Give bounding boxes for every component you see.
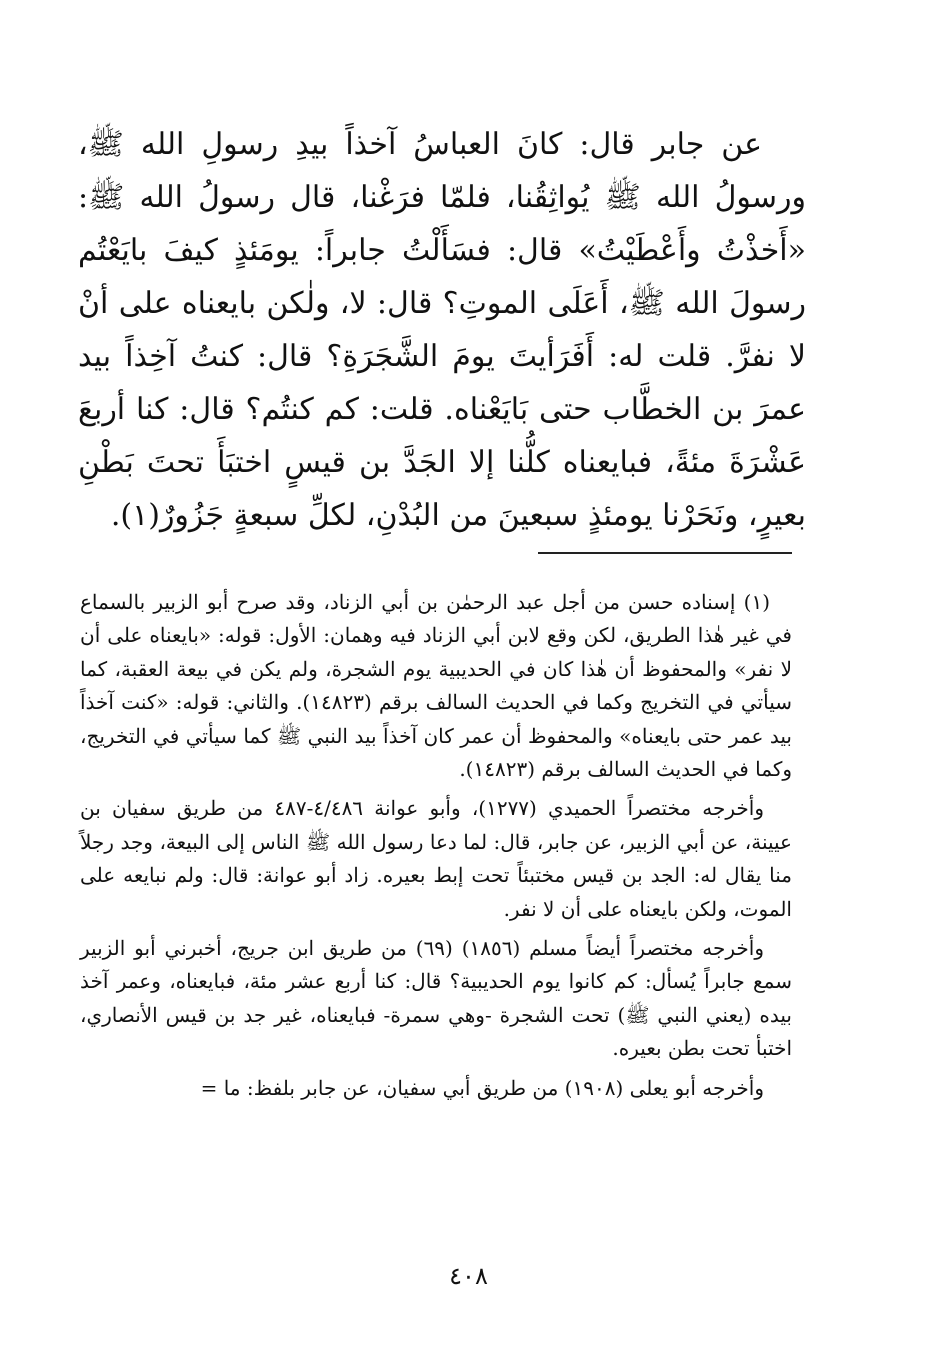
footnote-paragraph-3: وأخرجه مختصراً أيضاً مسلم (١٨٥٦) (٦٩) من طريق ابن جريج، أخبرني أبو الزبير سمع جابراً يُسأل: كم كانوا يوم الحديبية؟ قال: كنا أربع عشر مئة، فبايعناه، وعمر آخذ بيده (يعني النبي ﷺ) تحت الشجرة -وهي سمرة- فبايعناه، غير جد بن قيس الأنصاري، اختبأ تحت بطن بعيره. (80, 936, 792, 1061)
page-number: ٤٠٨ (449, 1262, 488, 1290)
footnote-paragraph-4: وأخرجه أبو يعلى (١٩٠٨) من طريق أبي سفيان، عن جابر بلفظ: ما = (200, 1075, 764, 1100)
footnote-paragraph-2: وأخرجه مختصراً الحميدي (١٢٧٧)، وأبو عوانة ٤/٤٨٦-٤٨٧ من طريق سفيان بن عيينة، عن أبي الزبير، عن جابر، قال: لما دعا رسول الله ﷺ الناس إلى البيعة، وجد رجلاً منا يقال له: الجد بن قيس مختبئاً تحت إبط بعيره. زاد أبو عوانة: قال: ولم نبايعه على الموت، ولكن بايعناه على أن لا نفر. (80, 796, 792, 921)
main-text-block (78, 118, 806, 542)
hadith-paragraph: عن جابر قال: كانَ العباسُ آخذاً بيدِ رسولِ الله ﷺ، ورسولُ الله ﷺ يُواثِقُنا، فلمّا فرَغْنا، قال رسولُ الله ﷺ: «أَخذْتُ وأَعْطَيْتُ» قال: فسَأَلْتُ جابراً: يومَئذٍ كيفَ بايَعْتُم رسولَ الله ﷺ، أَعَلَى الموتِ؟ قال: لا، ولٰكن بايعناه على أنْ لا نفرَّ. قلت له: أَفَرَأيتَ يومَ الشَّجَرَةِ؟ قال: كنتُ آخِذاً بيد عمرَ بن الخطَّاب حتى بَايَعْناه. قلت: كم كنتُم؟ قال: كنا أربعَ عَشْرَةَ مئةً، فبايعناه كلُّنا إلا الجَدَّ بن قيسٍ اختبَأَ تحتَ بَطْنِ بعيرٍ، ونَحَرْنا يومئذٍ سبعينَ من البُدْنِ، لكلِّ سبعةٍ جَزُورٌ(١). (78, 127, 806, 533)
footnote-separator (538, 552, 792, 554)
footnotes-block (80, 586, 792, 1111)
footnote-1: (١) إسناده حسن من أجل عبد الرحمٰن بن أبي الزناد، وقد صرح أبو الزبير بالسماع في غير هٰذا الطريق، لكن وقع لابن أبي الزناد فيه وهمان: الأول: قوله: «بايعناه على أن لا نفر» والمحفوظ أن هٰذا كان في الحديبية يوم الشجرة، ولم يكن في بيعة العقبة، كما سيأتي في التخريج وكما في الحديث السالف برقم (١٤٨٢٣). والثاني: قوله: «كنت آخذاً بيد عمر حتى بايعناه» والمحفوظ أن عمر كان آخذاً بيد النبي ﷺ كما سيأتي في التخريج، وكما في الحديث السالف برقم (١٤٨٢٣). (80, 590, 793, 782)
